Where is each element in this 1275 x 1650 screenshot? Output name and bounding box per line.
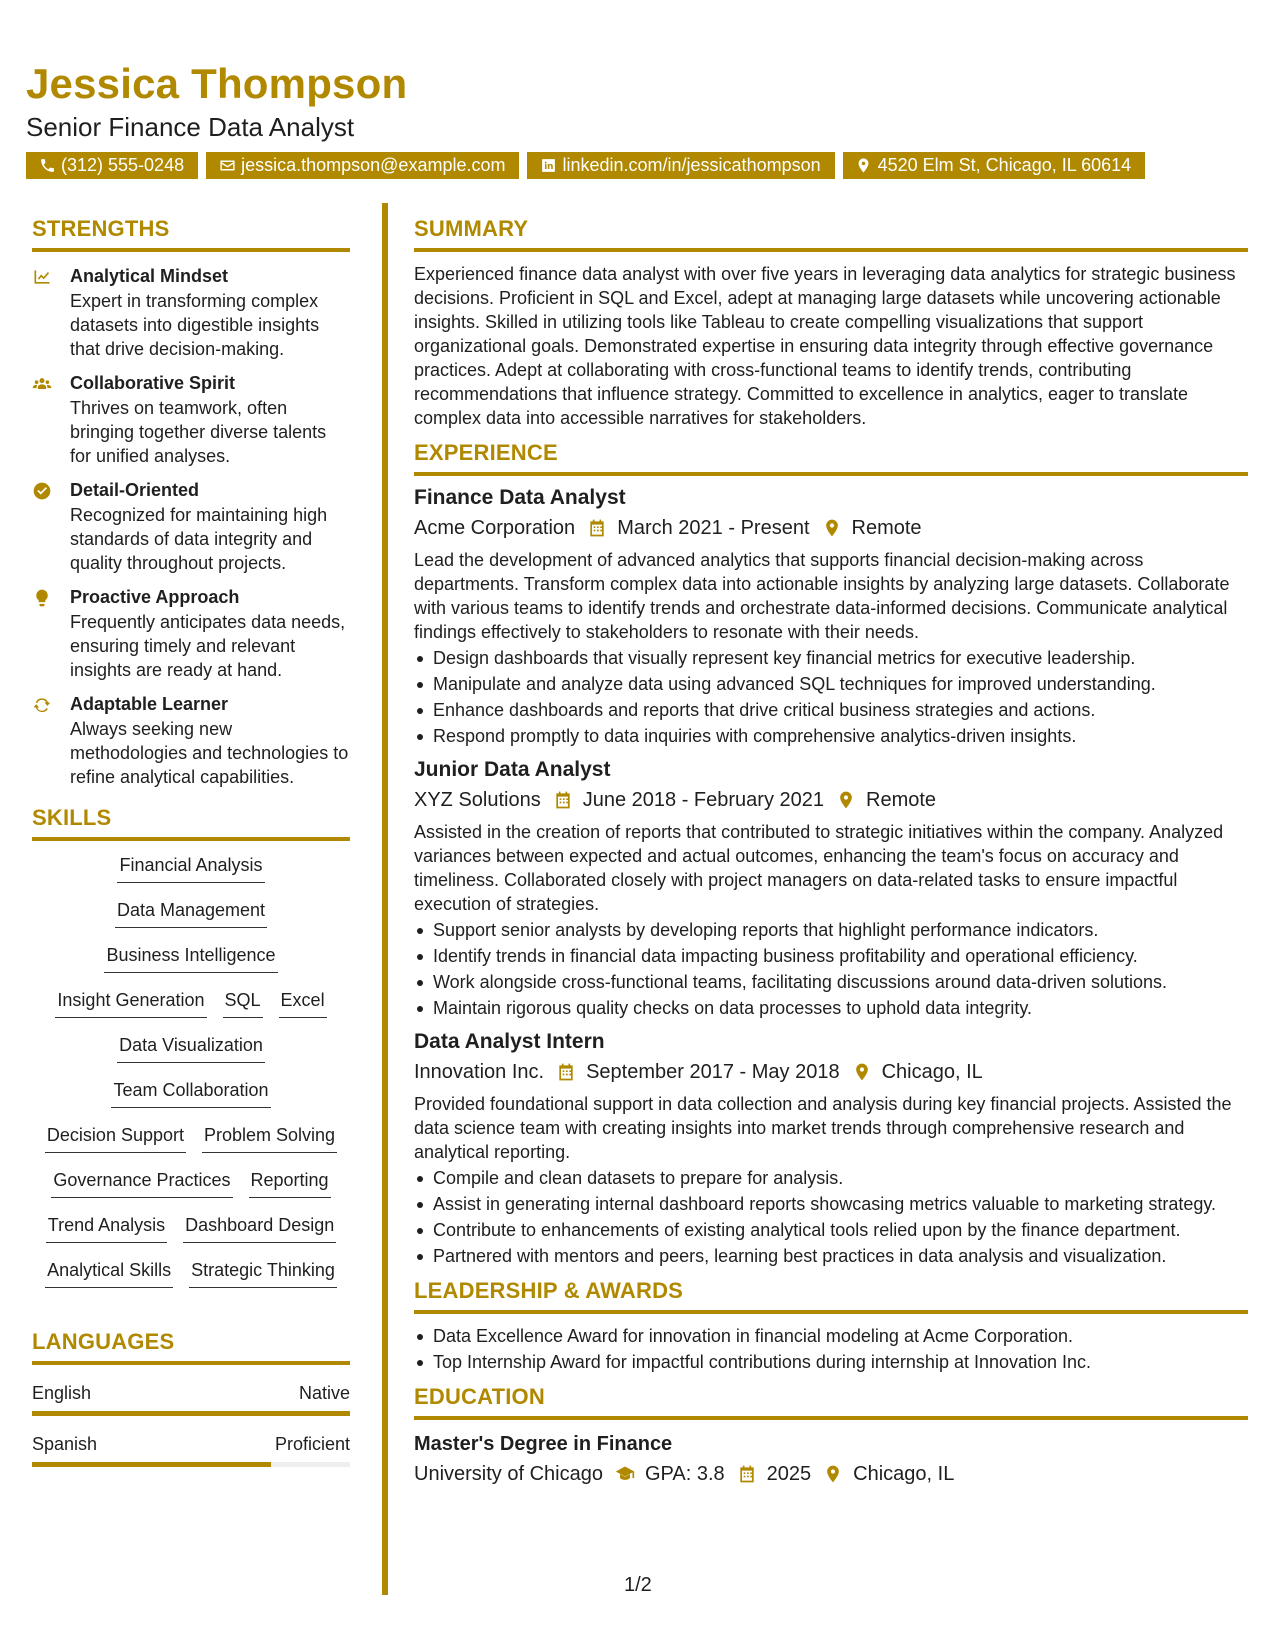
skill-tag: Governance Practices bbox=[51, 1168, 232, 1198]
school-name: University of Chicago bbox=[414, 1463, 603, 1485]
strength-item bbox=[32, 585, 350, 682]
contact-chip[interactable] bbox=[26, 152, 198, 179]
language-name: English bbox=[32, 1383, 92, 1403]
job-bullet: Identify trends in financial data impacting business profitability and operational efficiency. bbox=[414, 944, 1248, 968]
job-bullet: Enhance dashboards and reports that drive critical business strategies and actions. bbox=[414, 698, 1248, 722]
company-name: Acme Corporation bbox=[414, 517, 576, 539]
left-column bbox=[32, 216, 350, 1467]
skill-tag: Data Management bbox=[115, 898, 267, 928]
education-section bbox=[414, 1384, 1248, 1488]
contact-chip[interactable] bbox=[843, 152, 1146, 179]
contact-bar bbox=[26, 152, 1145, 179]
skill-tag: Financial Analysis bbox=[117, 853, 264, 883]
company-name: XYZ Solutions bbox=[414, 789, 541, 811]
skill-row bbox=[32, 1123, 350, 1168]
language-level: Native bbox=[298, 1383, 350, 1403]
skills-list bbox=[32, 841, 350, 1303]
job-description: Lead the development of advanced analytics that supports financial decision-making across departments. Transform complex data into actionable insights by analyzing large datasets. Collaborate with various teams to identify trends and orchestrate data-informed decisions. Communicate analytical findings effectively to stakeholders to resonate with their needs. bbox=[414, 550, 1230, 642]
language-level: Proficient bbox=[274, 1434, 350, 1454]
skills-section bbox=[32, 805, 350, 1303]
awards-title: LEADERSHIP & AWARDS bbox=[414, 1278, 1248, 1314]
strength-desc: Always seeking new methodologies and technologies to refine analytical capabilities. bbox=[70, 719, 349, 787]
strength-body bbox=[70, 692, 350, 789]
summary-text: Experienced finance data analyst with over five years in leveraging data analytics for strategic business decisions. Proficient in SQL and Excel, adept at managing large datasets while uncovering actionable insights. Skilled in utilizing tools like Tableau to create compelling visualizations that support organizational goals. Demonstrated expertise in ensuring data integrity through effective governance practices. Adept at collaborating with cross-functional teams to identify trends, contributing recommendations that influence strategy. Committed to excellence in analytics, eager to translate complex data into accessible narratives for stakeholders. bbox=[414, 264, 1236, 428]
strengths-section bbox=[32, 216, 350, 789]
awards-section bbox=[414, 1278, 1248, 1374]
skill-tag: Reporting bbox=[249, 1168, 331, 1198]
strength-body bbox=[70, 585, 350, 682]
job-bullet: Respond promptly to data inquiries with comprehensive analytics-driven insights. bbox=[414, 724, 1248, 748]
strength-title: Collaborative Spirit bbox=[70, 373, 236, 393]
strength-title: Detail-Oriented bbox=[70, 480, 200, 500]
strength-title: Adaptable Learner bbox=[70, 694, 229, 714]
job-location: Remote bbox=[851, 517, 922, 539]
skill-tag: Decision Support bbox=[45, 1123, 186, 1153]
job-title: Junior Data Analyst bbox=[414, 758, 611, 781]
strength-item bbox=[32, 371, 350, 468]
strength-desc: Thrives on teamwork, often bringing together diverse talents for unified analyses. bbox=[70, 398, 327, 466]
company-name: Innovation Inc. bbox=[414, 1061, 545, 1083]
job-bullet: Support senior analysts by developing reports that highlight performance indicators. bbox=[414, 918, 1248, 942]
strength-item bbox=[32, 264, 350, 361]
language-line bbox=[32, 1381, 350, 1405]
map-pin-icon bbox=[823, 1464, 843, 1484]
skill-row bbox=[32, 1258, 350, 1303]
job-entry bbox=[414, 1028, 1248, 1268]
envelope-icon bbox=[218, 157, 236, 175]
skills-title: SKILLS bbox=[32, 805, 350, 841]
job-entry bbox=[414, 756, 1248, 1020]
contact-text: (312) 555-0248 bbox=[61, 155, 185, 175]
job-meta bbox=[414, 1058, 1248, 1086]
skill-row bbox=[32, 943, 350, 988]
lightbulb-icon bbox=[32, 585, 70, 682]
contact-text: 4520 Elm St, Chicago, IL 60614 bbox=[877, 155, 1132, 175]
skill-row bbox=[32, 853, 350, 898]
job-bullet: Manipulate and analyze data using advanced SQL techniques for improved understanding. bbox=[414, 672, 1248, 696]
strength-body bbox=[70, 478, 350, 575]
skill-row bbox=[32, 1168, 350, 1213]
job-bullet: Assist in generating internal dashboard reports showcasing metrics valuable to marketing strategy. bbox=[414, 1192, 1248, 1216]
summary-title: SUMMARY bbox=[414, 216, 1248, 252]
job-location: Remote bbox=[866, 789, 937, 811]
linkedin-icon bbox=[539, 157, 557, 175]
job-bullets bbox=[414, 1166, 1248, 1268]
phone-icon bbox=[38, 157, 56, 175]
skill-tag: Data Visualization bbox=[117, 1033, 265, 1063]
strength-body bbox=[70, 264, 350, 361]
job-dates: June 2018 - February 2021 bbox=[582, 789, 825, 811]
strength-desc: Recognized for maintaining high standards of data integrity and quality throughout projects. bbox=[70, 505, 328, 573]
candidate-name: Jessica Thompson bbox=[26, 60, 408, 107]
map-pin-icon bbox=[822, 518, 842, 538]
skill-tag: Trend Analysis bbox=[46, 1213, 167, 1243]
gpa-value: GPA: 3.8 bbox=[644, 1463, 725, 1485]
languages-list bbox=[32, 1381, 350, 1467]
job-bullet: Contribute to enhancements of existing analytical tools relied upon by the finance department. bbox=[414, 1218, 1248, 1242]
education-title: EDUCATION bbox=[414, 1384, 1248, 1420]
experience-title: EXPERIENCE bbox=[414, 440, 1248, 476]
strength-title: Analytical Mindset bbox=[70, 266, 229, 286]
skill-row bbox=[32, 1078, 350, 1123]
skill-row bbox=[32, 898, 350, 943]
job-bullet: Design dashboards that visually represent key financial metrics for executive leadership. bbox=[414, 646, 1248, 670]
graduation-year: 2025 bbox=[766, 1463, 812, 1485]
users-icon bbox=[32, 371, 70, 468]
strengths-title: STRENGTHS bbox=[32, 216, 350, 252]
job-description: Assisted in the creation of reports that contributed to strategic initiatives within the company. Analyzed variances between expected and actual outcomes, enhancing the team's focus on accuracy and timeliness. Collaborated closely with project managers on data-related tasks to ensure impactful execution of strategies. bbox=[414, 822, 1224, 914]
contact-text: jessica.thompson@example.com bbox=[241, 155, 506, 175]
language-item bbox=[32, 1381, 350, 1416]
strength-desc: Frequently anticipates data needs, ensuring timely and relevant insights are ready at hand. bbox=[70, 612, 346, 680]
calendar-icon bbox=[587, 518, 607, 538]
experience-section bbox=[414, 440, 1248, 1268]
skill-row bbox=[32, 1213, 350, 1258]
skill-row bbox=[32, 988, 350, 1033]
skill-tag: Problem Solving bbox=[202, 1123, 337, 1153]
map-pin-icon bbox=[836, 790, 856, 810]
strength-body bbox=[70, 371, 350, 468]
job-bullet: Compile and clean datasets to prepare for analysis. bbox=[414, 1166, 1248, 1190]
job-bullets bbox=[414, 646, 1248, 748]
map-pin-icon bbox=[855, 157, 873, 175]
page-number: 1/2 bbox=[624, 1574, 652, 1596]
strength-desc: Expert in transforming complex datasets into digestible insights that drive decision-making. bbox=[70, 291, 320, 359]
strength-title: Proactive Approach bbox=[70, 587, 240, 607]
strengths-list bbox=[32, 264, 350, 789]
job-title: Finance Data Analyst bbox=[414, 486, 626, 509]
graduation-cap-icon bbox=[615, 1464, 635, 1484]
chart-line-icon bbox=[32, 264, 70, 361]
education-location: Chicago, IL bbox=[853, 1463, 955, 1485]
skill-tag: Analytical Skills bbox=[45, 1258, 173, 1288]
skill-tag: Dashboard Design bbox=[183, 1213, 336, 1243]
check-circle-icon bbox=[32, 478, 70, 575]
skill-tag: SQL bbox=[223, 988, 263, 1018]
job-location: Chicago, IL bbox=[881, 1061, 983, 1083]
contact-chip[interactable] bbox=[527, 152, 834, 179]
job-bullet: Partnered with mentors and peers, learning best practices in data analysis and visualization. bbox=[414, 1244, 1248, 1268]
award-item: Top Internship Award for impactful contributions during internship at Innovation Inc. bbox=[414, 1350, 1248, 1374]
skill-tag: Strategic Thinking bbox=[189, 1258, 337, 1288]
contact-chip[interactable] bbox=[206, 152, 519, 179]
calendar-icon bbox=[737, 1464, 757, 1484]
languages-section bbox=[32, 1329, 350, 1467]
strength-item bbox=[32, 478, 350, 575]
language-name: Spanish bbox=[32, 1434, 98, 1454]
calendar-icon bbox=[556, 1062, 576, 1082]
jobs-list bbox=[414, 484, 1248, 1268]
right-column bbox=[414, 216, 1248, 1498]
skill-tag: Team Collaboration bbox=[111, 1078, 270, 1108]
column-divider bbox=[382, 203, 388, 1595]
education-meta bbox=[414, 1460, 1248, 1488]
job-description: Provided foundational support in data collection and analysis during key financial projects. Assisted the data science team with creating insights into market trends through comprehensive research and analytical reporting. bbox=[414, 1094, 1232, 1162]
language-bar bbox=[32, 1411, 350, 1416]
award-item: Data Excellence Award for innovation in financial modeling at Acme Corporation. bbox=[414, 1324, 1248, 1348]
strength-item bbox=[32, 692, 350, 789]
languages-title: LANGUAGES bbox=[32, 1329, 350, 1365]
degree-title: Master's Degree in Finance bbox=[414, 1433, 673, 1455]
language-bar bbox=[32, 1462, 350, 1467]
job-bullet: Work alongside cross-functional teams, facilitating discussions around data-driven solutions. bbox=[414, 970, 1248, 994]
job-dates: September 2017 - May 2018 bbox=[586, 1061, 840, 1083]
job-meta bbox=[414, 514, 1248, 542]
skill-tag: Insight Generation bbox=[55, 988, 206, 1018]
summary-section bbox=[414, 216, 1248, 430]
language-line bbox=[32, 1432, 350, 1456]
language-bar-fill bbox=[32, 1462, 271, 1467]
refresh-icon bbox=[32, 692, 70, 789]
language-item bbox=[32, 1432, 350, 1467]
job-bullet: Maintain rigorous quality checks on data processes to uphold data integrity. bbox=[414, 996, 1248, 1020]
contact-text: linkedin.com/in/jessicathompson bbox=[562, 155, 821, 175]
job-meta bbox=[414, 786, 1248, 814]
skill-row bbox=[32, 1033, 350, 1078]
awards-list bbox=[414, 1324, 1248, 1374]
language-bar-fill bbox=[32, 1411, 350, 1416]
job-title: Data Analyst Intern bbox=[414, 1030, 605, 1053]
skill-tag: Excel bbox=[279, 988, 327, 1018]
skill-tag: Business Intelligence bbox=[104, 943, 277, 973]
candidate-role: Senior Finance Data Analyst bbox=[26, 112, 355, 142]
calendar-icon bbox=[553, 790, 573, 810]
job-bullets bbox=[414, 918, 1248, 1020]
job-dates: March 2021 - Present bbox=[617, 517, 810, 539]
job-entry bbox=[414, 484, 1248, 748]
map-pin-icon bbox=[852, 1062, 872, 1082]
